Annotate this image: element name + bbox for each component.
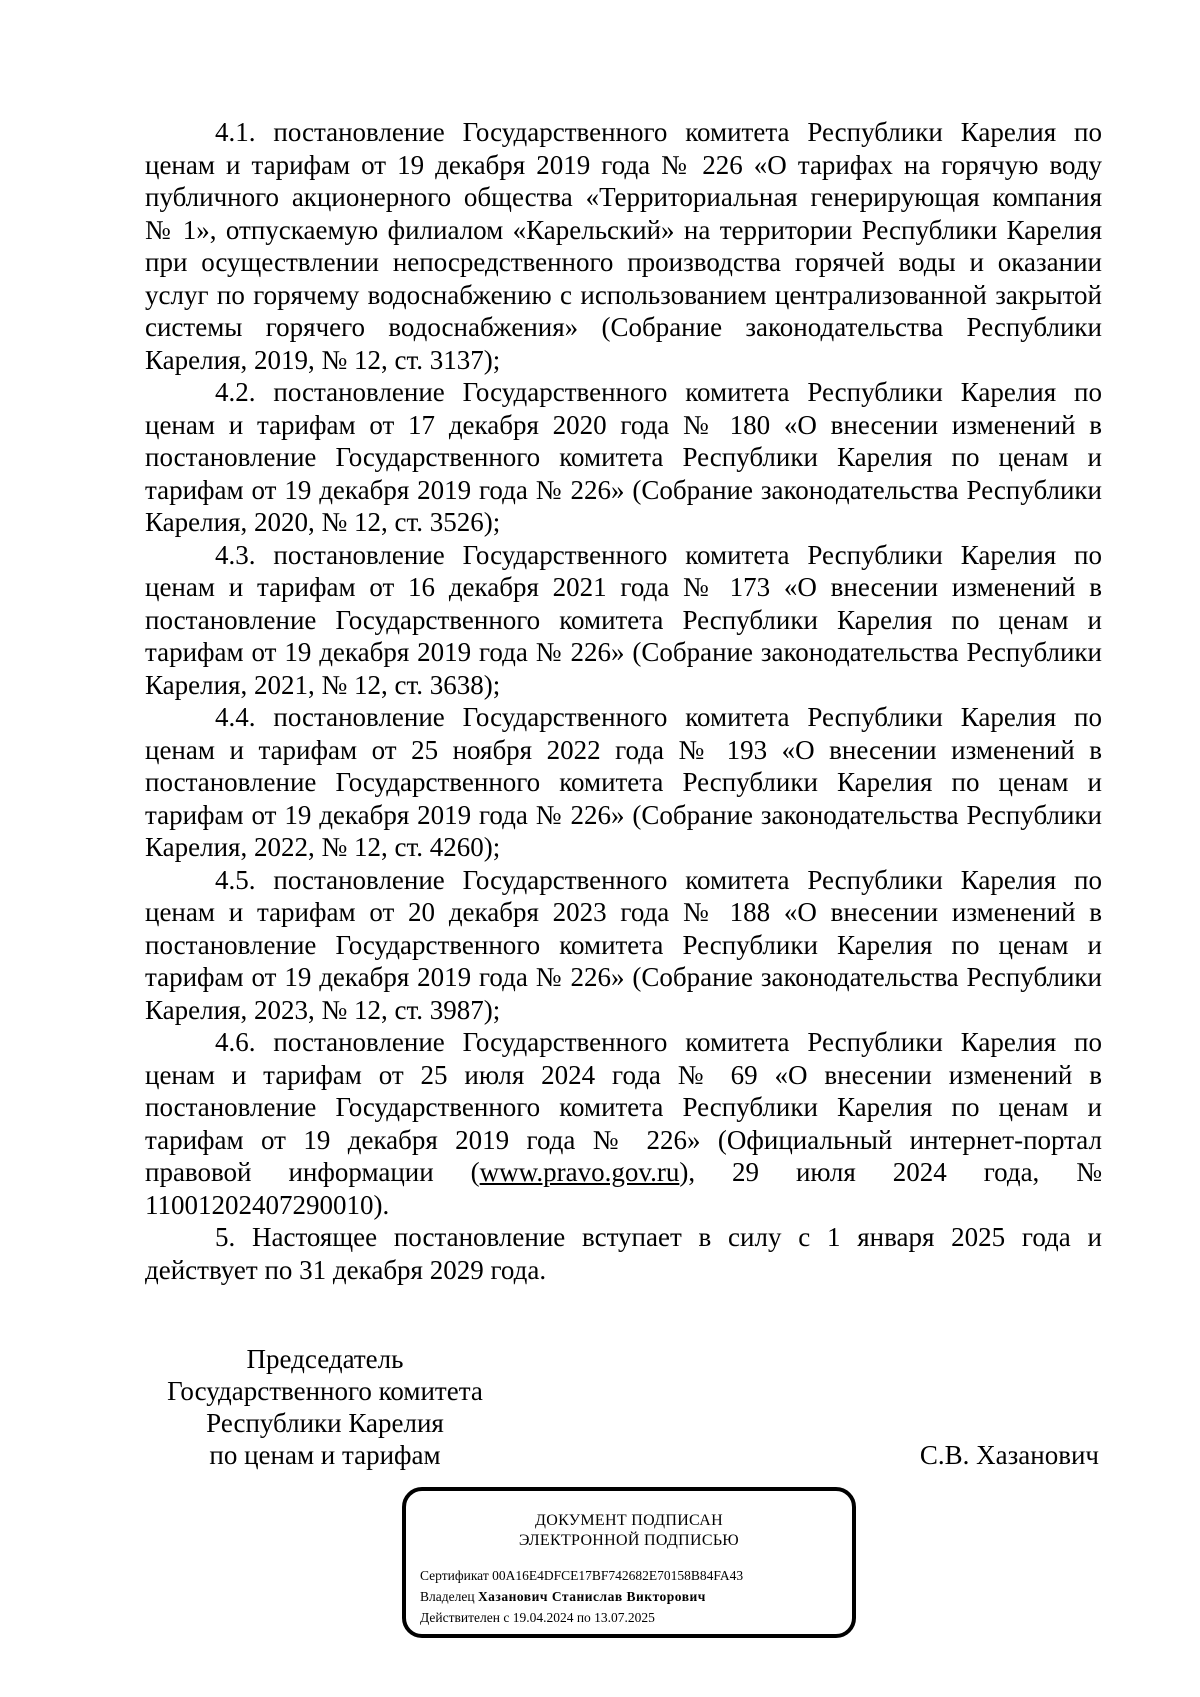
stamp-owner — [420, 1586, 852, 1607]
paragraph-4-4 — [145, 701, 1102, 864]
paragraph-text: 5. Настоящее постановление вступает в силу с 1 января 2025 года и действует по 31 декабря 2029 года. — [145, 1222, 1102, 1285]
paragraph-4-3 — [145, 539, 1102, 702]
valid-to: 13.07.2025 — [594, 1610, 655, 1625]
paragraph-4-1 — [145, 116, 1102, 376]
paragraph-4-2 — [145, 376, 1102, 539]
valid-label: Действителен — [420, 1610, 500, 1625]
stamp-certificate — [420, 1565, 852, 1586]
signatory-title-line: Председатель — [246, 1344, 404, 1374]
stamp-title-line: ЭЛЕКТРОННОЙ ПОДПИСЬЮ — [518, 1532, 740, 1549]
paragraph-4-6 — [145, 1026, 1102, 1221]
stamp-title — [406, 1511, 852, 1551]
valid-from-label: с — [503, 1610, 510, 1625]
stamp-title-line: ДОКУМЕНТ ПОДПИСАН — [535, 1512, 723, 1529]
paragraph-5 — [145, 1221, 1102, 1286]
signatory-title-line: Республики Карелия — [206, 1408, 444, 1438]
signatory-title — [140, 1343, 510, 1471]
paragraph-4-5 — [145, 864, 1102, 1027]
paragraph-text: 4.6. постановление Государственного комитета Республики Карелия по ценам и тарифам от 25 июля 2024 года № 69 «О внесении изменений в постановление Государственного комитета Республики Карелия по ценам и тарифам от 19 декабря 2019 года № 226» (Официальный интернет-портал правовой информации ( — [145, 1027, 1102, 1187]
paragraph-text: 4.2. постановление Государственного комитета Республики Карелия по ценам и тарифам от 17 декабря 2020 года № 180 «О внесении изменений в постановление Государственного комитета Республики Карелия по ценам и тарифам от 19 декабря 2019 года № 226» (Собрание законодательства Республики Карелия, 2020, № 12, ст. 3526); — [145, 377, 1102, 537]
signatory-title-line: Государственного комитета — [167, 1376, 483, 1406]
valid-from: 19.04.2024 — [512, 1610, 574, 1625]
valid-to-label: по — [576, 1610, 591, 1625]
paragraph-text: 4.5. постановление Государственного комитета Республики Карелия по ценам и тарифам от 20 декабря 2023 года № 188 «О внесении изменений в постановление Государственного комитета Республики Карелия по ценам и тарифам от 19 декабря 2019 года № 226» (Собрание законодательства Республики Карелия, 2023, № 12, ст. 3987); — [145, 864, 1102, 1025]
stamp-details — [420, 1565, 852, 1628]
paragraph-text: ), 29 июля 2024 года, № 11001202407290010). — [145, 1157, 1103, 1220]
paragraph-text: 4.1. постановление Государственного комитета Республики Карелия по ценам и тарифам от 19 декабря 2019 года № 226 «О тарифах на горячую воду публичного акционерного общества «Территориальная генерирующая компания № 1», отпускаемую филиалом «Карельский» на территории Республики Карелия при осуществлении непосредственного производства горячей воды и оказании услуг по горячему водоснабжению с использованием централизованной закрытой системы горячего водоснабжения» (Собрание законодательства Республики Карелия, 2019, № 12, ст. 3137); — [145, 117, 1102, 375]
paragraph-text: 4.4. постановление Государственного комитета Республики Карелия по ценам и тарифам от 25 ноября 2022 года № 193 «О внесении изменений в постановление Государственного комитета Республики Карелия по ценам и тарифам от 19 декабря 2019 года № 226» (Собрание законодательства Республики Карелия, 2022, № 12, ст. 4260); — [145, 702, 1102, 862]
owner-value: Хазанович Станислав Викторович — [477, 1589, 706, 1604]
stamp-validity — [420, 1607, 852, 1628]
signatory-name: С.В. Хазанович — [919, 1440, 1099, 1470]
document-body — [145, 116, 1102, 1286]
pravo-gov-link[interactable]: www.pravo.gov.ru — [479, 1157, 680, 1187]
certificate-label: Сертификат — [420, 1568, 489, 1583]
certificate-value: 00A16E4DFCE17BF742682E70158B84FA43 — [492, 1568, 744, 1583]
owner-label: Владелец — [420, 1589, 475, 1604]
signatory-title-line: по ценам и тарифам — [209, 1440, 441, 1470]
paragraph-text: 4.3. постановление Государственного комитета Республики Карелия по ценам и тарифам от 16 декабря 2021 года № 173 «О внесении изменений в постановление Государственного комитета Республики Карелия по ценам и тарифам от 19 декабря 2019 года № 226» (Собрание законодательства Республики Карелия, 2021, № 12, ст. 3638); — [145, 539, 1102, 700]
electronic-signature-stamp — [402, 1487, 856, 1638]
